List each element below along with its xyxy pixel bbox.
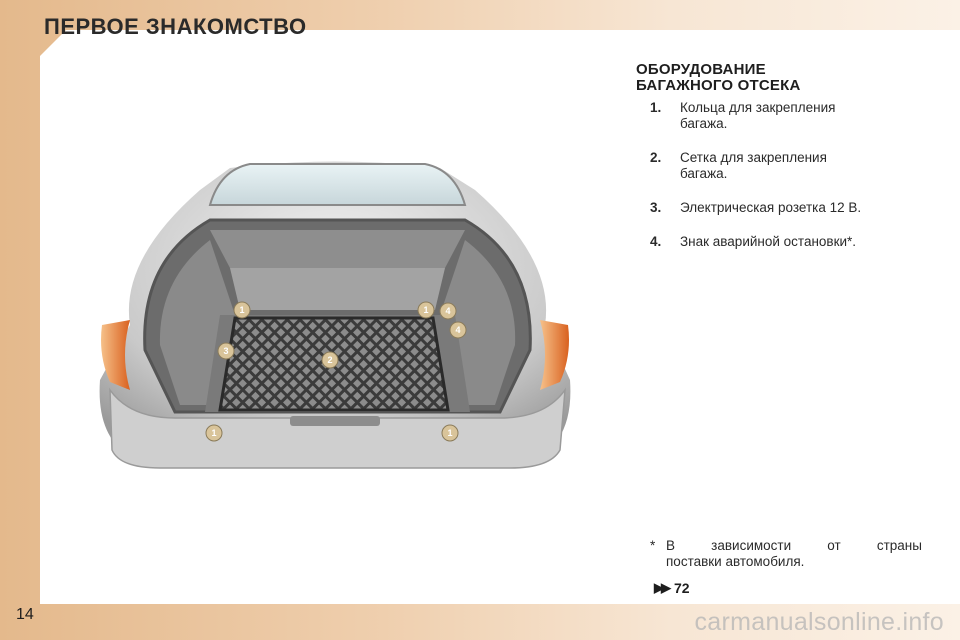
footnote-line2: поставки автомобиля.	[666, 554, 805, 569]
page-number: 14	[16, 606, 34, 623]
page-title: ПЕРВОЕ ЗНАКОМСТВО	[44, 14, 307, 39]
footnote-word: от	[827, 538, 841, 553]
callout-2	[322, 352, 338, 368]
footnote-word: зависимости	[711, 538, 792, 553]
svg-text:1: 1	[211, 428, 217, 438]
svg-text:4: 4	[445, 306, 451, 316]
callout-4-top	[440, 303, 456, 319]
page-reference[interactable]	[654, 580, 690, 596]
item-number: 1.	[650, 100, 662, 115]
item-text-line1: Сетка для закрепления	[680, 150, 827, 165]
item-number: 2.	[650, 150, 662, 165]
svg-text:1: 1	[447, 428, 453, 438]
svg-text:4: 4	[455, 325, 461, 335]
item-text-line2: багажа.	[680, 116, 728, 131]
callout-4-side	[450, 322, 466, 338]
item-text-line1: Кольца для закрепления	[680, 100, 836, 115]
item-text-line2: багажа.	[680, 166, 728, 181]
svg-text:1: 1	[423, 305, 429, 315]
list-item	[650, 100, 920, 132]
svg-text:2: 2	[327, 355, 333, 365]
watermark: carmanualsonline.info	[694, 608, 944, 636]
item-text-line1: Знак аварийной остановки*.	[680, 234, 857, 249]
section-title-line2: БАГАЖНОГО ОТСЕКА	[636, 77, 801, 94]
footnote-word: В	[666, 538, 676, 553]
trunk-illustration	[90, 150, 580, 480]
footnote	[650, 538, 922, 570]
svg-text:1: 1	[239, 305, 245, 315]
rear-window	[210, 164, 465, 205]
item-text-line1: Электрическая розетка 12 В.	[680, 200, 862, 215]
svg-text:3: 3	[223, 346, 229, 356]
callout-1-top-right	[418, 302, 434, 318]
reference-page-number: 72	[674, 580, 690, 596]
list-item	[650, 234, 920, 250]
callout-1-bottom-right	[442, 425, 458, 441]
item-number: 4.	[650, 234, 662, 249]
section-title	[636, 62, 926, 94]
footnote-line1	[666, 538, 922, 554]
callout-3	[218, 343, 234, 359]
list-item	[650, 150, 920, 182]
callout-1-bottom-left	[206, 425, 222, 441]
double-arrow-forward-icon: ▶▶	[654, 580, 668, 595]
equipment-list	[650, 100, 920, 250]
section-title-line1: ОБОРУДОВАНИЕ	[636, 61, 766, 78]
item-number: 3.	[650, 200, 662, 215]
footnote-star: *	[650, 538, 656, 553]
footnote-word: страны	[876, 538, 922, 553]
callout-1-top-left	[234, 302, 250, 318]
list-item	[650, 200, 920, 216]
